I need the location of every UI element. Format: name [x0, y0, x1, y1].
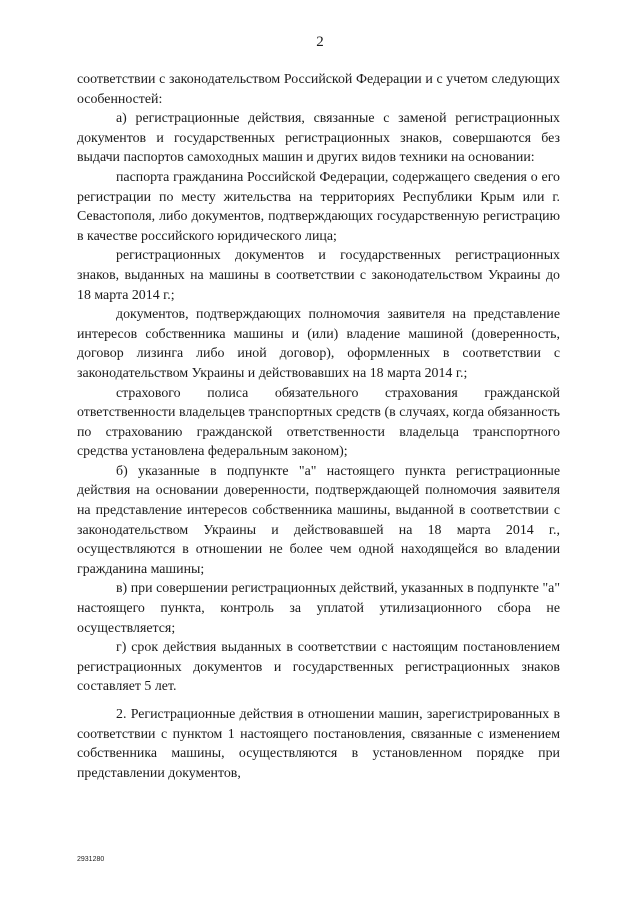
document-body — [77, 70, 560, 783]
paragraph-passport: паспорта гражданина Российской Федерации, содержащего сведения о его регистрации по месту жительства на территориях Республики Крым или г. Севастополя, либо документов, подтверждающих государственную регистрацию в качестве российского юридического лица; — [77, 169, 560, 244]
paragraph-clause-2: 2. Регистрационные действия в отношении машин, зарегистрированных в соответствии с пунктом 1 настоящего постановления, связанные с изменением собственника машины, осуществляются в установленном порядке при представлении документов, — [77, 707, 560, 781]
paragraph-insurance-policy: страхового полиса обязательного страхования гражданской ответственности владельцев транспортных средств (в случаях, когда обязанность по страхованию гражданской ответственности владельца транспортного средства установлена федеральным законом); — [77, 385, 560, 460]
page-number: 2 — [316, 34, 324, 50]
paragraph-item-b: б) указанные в подпункте "а" настоящего пункта регистрационные действия на основании доверенности, подтверждающей полномочия заявителя на представление интересов собственника машины, выданной в соответствии с законодательством Украины и действовавшей на 18 марта 2014 г., осуществляются в отношении не более чем одной находящейся во владении гражданина машины; — [77, 463, 560, 577]
paragraph-item-a: а) регистрационные действия, связанные с заменой регистрационных документов и государственных регистрационных знаков, совершаются без выдачи паспортов самоходных машин и других видов техники на основании: — [77, 111, 560, 166]
paragraph-intro-continuation: соответствии с законодательством Российской Федерации и с учетом следующих особенностей: — [77, 72, 560, 107]
paragraph-authority-documents: документов, подтверждающих полномочия заявителя на представление интересов собственника машины и (или) владение машиной (доверенность, договор лизинга либо иной договор), оформленных в соответствии с законодательством Украины и действовавших на 18 марта 2014 г.; — [77, 307, 560, 381]
document-code: 2931280 — [77, 856, 105, 863]
paragraph-item-v: в) при совершении регистрационных действий, указанных в подпункте "а" настоящего пункта, контроль за уплатой утилизационного сбора не осуществляется; — [77, 581, 560, 636]
paragraph-item-g: г) срок действия выданных в соответствии с настоящим постановлением регистрационных документов и государственных регистрационных знаков составляет 5 лет. — [77, 640, 560, 695]
paragraph-registration-documents: регистрационных документов и государственных регистрационных знаков, выданных на машины в соответствии с законодательством Украины до 18 марта 2014 г.; — [77, 248, 560, 303]
